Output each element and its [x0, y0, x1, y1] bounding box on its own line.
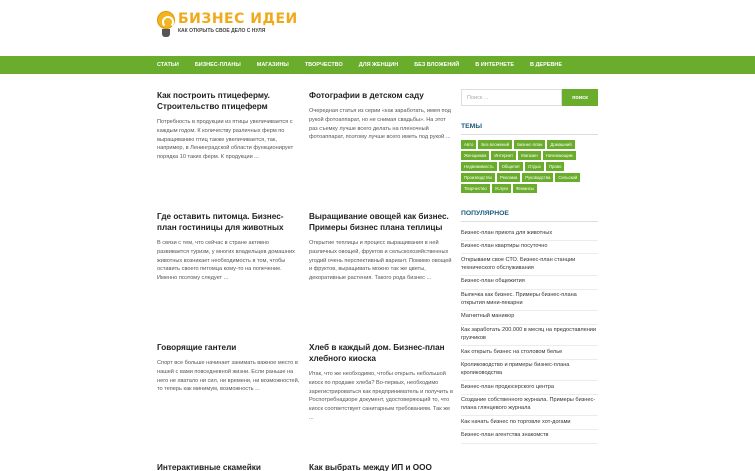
popular-link[interactable]: Магнитный маникюр [461, 311, 598, 325]
popular-link[interactable]: Создание собственного журнала. Примеры бизнес-плана глянцевого журнала [461, 395, 598, 416]
tag-link[interactable]: Отдых [525, 162, 544, 171]
popular-link[interactable]: Бизнес-план общежития [461, 276, 598, 290]
tag-link[interactable]: Право [546, 162, 565, 171]
post-excerpt: Потребность в продукции из птицы увеличивается с каждым годом. К количеству различных ферм по выращиванию птиц также увеличивается, так, например, в Ленинградской области функционирует порядка 10 таких ферм. К продукции ... [157, 119, 294, 161]
tag-link[interactable]: Общепит [499, 162, 523, 171]
logo-subtitle: КАК ОТКРЫТЬ СВОЕ ДЕЛО С НУЛЯ [178, 28, 266, 34]
main-nav [0, 56, 755, 74]
nav-item-village[interactable]: В ДЕРЕВНЕ [530, 62, 563, 68]
nav-item-shops[interactable]: МАГАЗИНЫ [256, 62, 289, 68]
nav-item-internet[interactable]: В ИНТЕРНЕТЕ [475, 62, 515, 68]
post-card [309, 342, 454, 423]
tag-link[interactable]: Интернет [491, 151, 516, 160]
tag-link[interactable]: Финансы [513, 184, 537, 193]
post-excerpt: Итак, что же необходимо, чтобы открыть небольшой киоск по продаже хлеба? Во-первых, необходимо зарегистрироваться как предприниматель и получить в Роспотребнадзоре документ, удостоверяющий то, что киоск соответствует санитарным требованиям. Так же ... [309, 371, 453, 421]
tag-link[interactable]: Магазин [518, 151, 541, 160]
popular-link[interactable]: Как открыть бизнес на столовом белье [461, 346, 598, 360]
tag-cloud [461, 140, 595, 193]
popular-link[interactable]: Выпечка как бизнес. Примеры бизнес-плана открытия мини-пекарни [461, 290, 598, 311]
post-excerpt: Спорт все больше начинает занимать важное место в нашей с вами повседневной жизни. Если раньше на него не хватало ни сил, ни времени, ни возможностей, то теперь как минимум, возможность ... [157, 360, 300, 393]
tag-link[interactable]: Домашний [547, 140, 574, 149]
post-card [309, 211, 454, 283]
popular-link[interactable]: Открываем свое СТО. Бизнес-план станции технического обслуживания [461, 254, 598, 275]
post-excerpt: В связи с тем, что сейчас в стране активно развивается туризм, у многих владельцев домашних животных возникает необходимость в том, чтобы оставить своего питомца кому-то на попечение. Именно поэтому следует ... [157, 240, 295, 282]
popular-widget-title: ПОПУЛЯРНОЕ [461, 210, 598, 222]
tag-link[interactable]: Начинающим [543, 151, 576, 160]
tag-link[interactable]: Реклама [497, 173, 520, 182]
post-title[interactable]: Как построить птицеферму. Строительство птицеферм [157, 91, 270, 111]
tag-link[interactable]: Без вложений [478, 140, 512, 149]
post-title[interactable]: Как выбрать между ИП и ООО [309, 463, 432, 471]
post-card [157, 342, 302, 394]
post-title[interactable]: Фотографии в детском саду [309, 91, 424, 100]
nav-item-business-plans[interactable]: БИЗНЕС-ПЛАНЫ [194, 62, 241, 68]
popular-link[interactable]: Как начать бизнес по торговле хот-догами [461, 416, 598, 430]
tag-link[interactable]: Недвижимость [461, 162, 497, 171]
nav-item-for-women[interactable]: ДЛЯ ЖЕНЩИН [358, 62, 399, 68]
post-card [157, 462, 302, 471]
search-form [461, 89, 598, 106]
lightbulb-icon [157, 11, 175, 39]
popular-link[interactable]: Бизнес-план приюта для животных [461, 227, 598, 241]
post-card [309, 90, 454, 142]
post-excerpt: Открытие теплицы и процесс выращивания в ней различных овощей, фруктов и сельскохозяйственных угодий очень перспективный вариант. Помимо овощей и фруктов, выращивать можно так же цветы, декоративные растения. Такого рода бизнес ... [309, 240, 452, 282]
nav-item-creativity[interactable]: ТВОРЧЕСТВО [304, 62, 343, 68]
popular-link[interactable]: Как заработать 200.000 в месяц на предоставлении грузчиков [461, 325, 598, 346]
popular-link[interactable]: Бизнес-план продюсерского центра [461, 381, 598, 395]
tag-link[interactable]: Руководства [522, 173, 553, 182]
tag-link[interactable]: Сельский [555, 173, 580, 182]
nav-item-no-investment[interactable]: БЕЗ ВЛОЖЕНИЙ [414, 62, 460, 68]
nav-item-articles[interactable]: СТАТЬИ [157, 62, 179, 68]
post-excerpt: Очередная статья из серии «как заработать, имея под рукой фотоаппарат, но не снимая свадьбы». На этот раз съемку лучше всего делать на пленочный фотоаппарат, поэтому лучше всего иметь под рукой ... [309, 108, 451, 141]
tag-link[interactable]: Услуги [492, 184, 511, 193]
tag-link[interactable]: Женщинам [461, 151, 489, 160]
logo-title: БИЗНЕС ИДЕИ [178, 11, 298, 27]
tag-link[interactable]: Авто [461, 140, 476, 149]
post-card [157, 90, 302, 162]
tag-link[interactable]: Бизнес-план [514, 140, 545, 149]
post-title[interactable]: Хлеб в каждый дом. Бизнес-план хлебного киоска [309, 343, 445, 363]
popular-link[interactable]: Бизнес-план квартиры посуточно [461, 241, 598, 255]
tag-link[interactable]: Производство [461, 173, 495, 182]
post-title[interactable]: Выращивание овощей как бизнес. Примеры бизнес плана теплицы [309, 212, 449, 232]
site-header [0, 0, 755, 56]
post-title[interactable]: Интерактивные скамейки [157, 463, 261, 471]
post-title[interactable]: Говорящие гантели [157, 343, 237, 352]
sidebar [461, 89, 598, 444]
post-card [157, 211, 302, 283]
search-button[interactable]: поиск [562, 89, 598, 106]
site-logo[interactable] [157, 11, 298, 39]
tag-link[interactable]: Творчество [461, 184, 490, 193]
post-card [309, 462, 454, 471]
search-input[interactable] [461, 89, 562, 106]
tags-widget-title: ТЕМЫ [461, 123, 598, 135]
popular-list [461, 227, 598, 444]
post-title[interactable]: Где оставить питомца. Бизнес-план гостиницы для животных [157, 212, 284, 232]
popular-link[interactable]: Бизнес-план агентства знакомств [461, 430, 598, 444]
popular-link[interactable]: Кролиководство и примеры бизнес-плана кролиководства [461, 360, 598, 381]
